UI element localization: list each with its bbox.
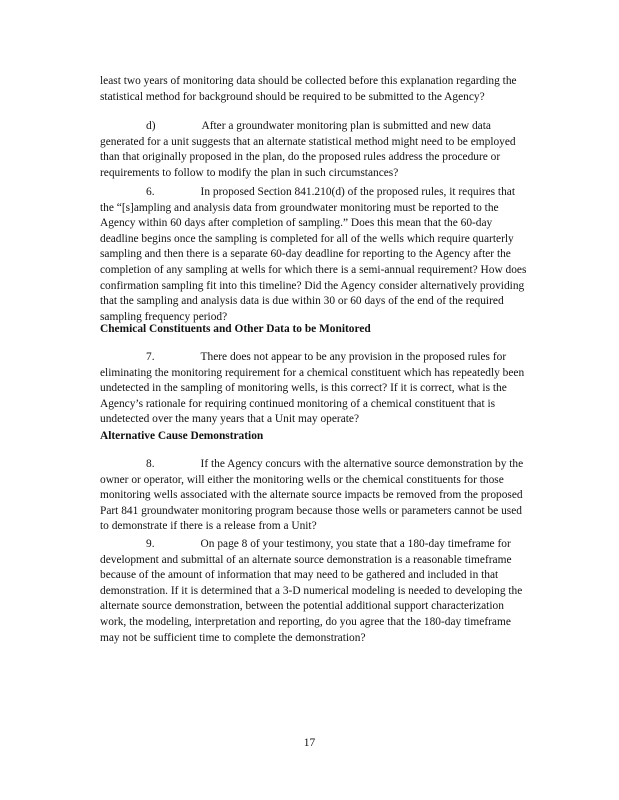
paragraph-text: On page 8 of your testimony, you state that a 180-day timeframe for development and submittal of an alternate source demonstration is a reasonable timeframe because of the amount of information that may need to be gathered and included in that demonstration. If it is determined that a 3-D numerical modeling is needed to developing the alternate source demonstration, between the potential additional support characterization work, the modeling, interpretation and reporting, do you agree that the 180-day timeframe may not be sufficient time to complete the demonstration? [100, 538, 523, 644]
paragraph-marker: 6. [146, 186, 155, 198]
paragraph-8 [100, 457, 530, 535]
paragraph-text: least two years of monitoring data should be collected before this explanation regarding the statistical method for background should be required to be submitted to the Agency? [100, 75, 517, 103]
section-heading-chemical: Chemical Constituents and Other Data to be Monitored [100, 323, 371, 335]
section-heading-alternative: Alternative Cause Demonstration [100, 430, 264, 442]
paragraph-6 [100, 185, 530, 325]
paragraph-7 [100, 350, 530, 428]
paragraph-text: There does not appear to be any provision in the proposed rules for eliminating the monitoring requirement for a chemical constituent which has repeatedly been undetected in the sampling of monitoring wells, is this correct? If it is correct, what is the Agency’s rationale for requiring continued monitoring of a chemical constituent that is undetected over the many years that a Unit may operate? [100, 351, 525, 426]
paragraph-marker: d) [146, 120, 156, 132]
paragraph-marker: 9. [146, 538, 155, 550]
paragraph-text: In proposed Section 841.210(d) of the proposed rules, it requires that the “[s]ampling and analysis data from groundwater monitoring must be reported to the Agency within 60 days after completion of sampling.” Does this mean that the 60-day deadline begins once the sampling is completed for all of the wells which require quarterly sampling and then there is a separate 60-day deadline for reporting to the Agency after the completion of any sampling at wells for which there is a semi-annual requirement? How does confirmation sampling fit into this timeline? Did the Agency consider alternatively providing that the sampling and analysis data is due within 30 or 60 days of the end of the required sampling frequency period? [100, 186, 527, 323]
paragraph-text: If the Agency concurs with the alternative source demonstration by the owner or operator, will either the monitoring wells or the chemical constituents for those monitoring wells associated with the alternate source impacts be removed from the proposed Part 841 groundwater monitoring program because those wells or parameters cannot be used to demonstrate if there is a release from a Unit? [100, 458, 524, 533]
paragraph-text: After a groundwater monitoring plan is submitted and new data generated for a unit suggests that an alternate statistical method might need to be employed than that originally proposed in the plan, do the proposed rules address the procedure or requirements to follow to modify the plan in such circumstances? [100, 120, 516, 179]
page-number: 17 [303, 737, 316, 749]
paragraph-continued [100, 74, 530, 105]
paragraph-d [100, 119, 530, 181]
paragraph-marker: 7. [146, 351, 155, 363]
paragraph-9 [100, 537, 530, 646]
paragraph-marker: 8. [146, 458, 155, 470]
